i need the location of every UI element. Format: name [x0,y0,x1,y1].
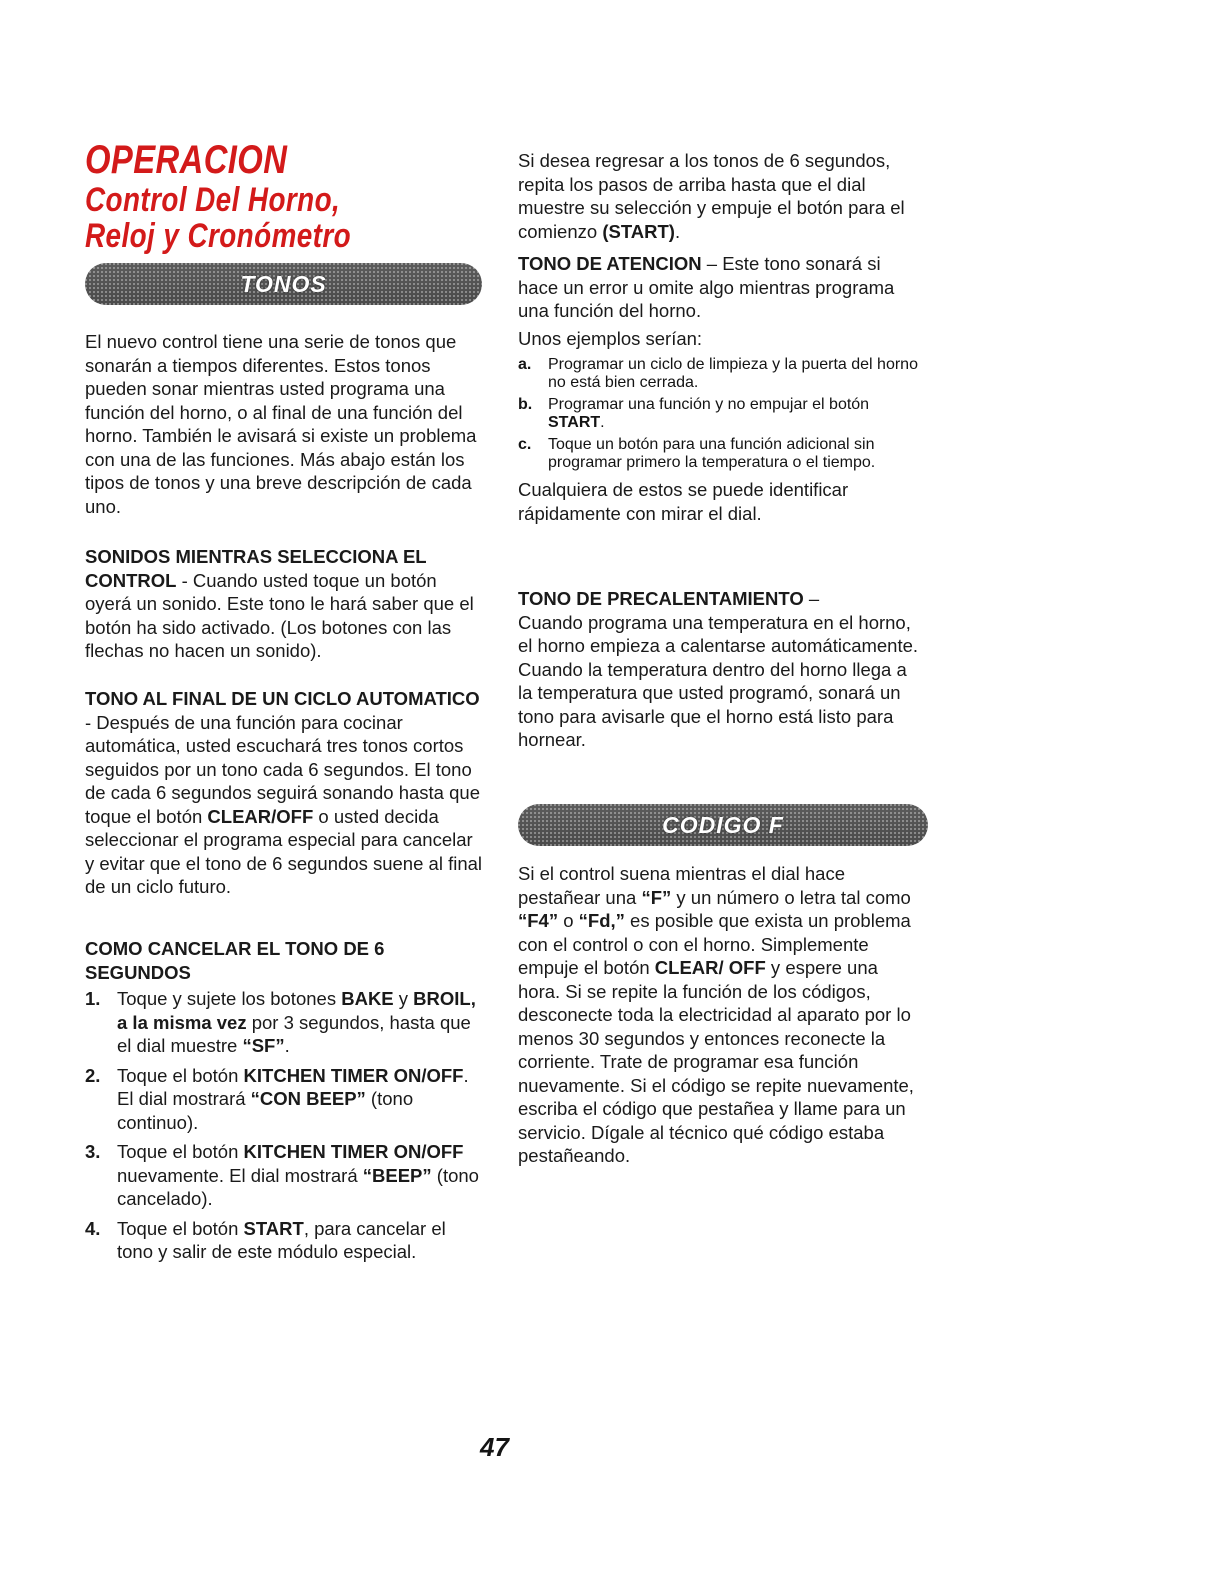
final-text-2: o usted decida seleccionar el programa especial para cancelar y evitar que el tono de 6 segundos suene al final de un ciclo futuro. [85,805,483,897]
step-number: 3. [85,1141,101,1162]
step-text: (tono continuo). [117,1088,414,1133]
example-item [518,436,923,472]
codigo-bold: “F” [641,886,672,908]
sonidos-title: SONIDOS MIENTRAS SELECCIONA EL CONTROL [85,546,427,591]
example-item [518,356,923,392]
sonidos-text: - Cuando usted toque un botón oyerá un sonido. Este tono le hará saber que el botón ha sido activado. (Los botones con las flechas no hacen un sonido). [85,569,474,661]
codigo-text: es posible que exista un problema con el control o con el horno. Simplemente empuje el botón [518,910,911,978]
codigo-text: o [558,910,579,931]
intro-block [85,330,483,518]
return-block [518,149,923,243]
codigo-banner-label: CODIGO F [662,811,784,838]
example-text: Programar una función y no empujar el botón [548,396,870,413]
codigo-bold: “Fd,” [578,910,625,931]
sonidos-paragraph [85,545,483,663]
step-bold: “BEEP” [362,1164,432,1186]
page-subtitle-line2: Reloj y Cronómetro [85,217,352,255]
step-number: 2. [85,1064,101,1086]
atencion-block [518,252,923,525]
sonidos-block [85,545,483,663]
step-bold: BAKE [341,988,394,1009]
step-bold: “CON BEEP” [250,1088,366,1109]
precal-title-line [518,587,923,611]
cancel-block [85,937,415,984]
example-text: Toque un botón para una función adicional sin programar primero la temperatura o el tiempo. [548,436,876,471]
final-clear-label: CLEAR/OFF [207,805,314,827]
precal-block [518,587,923,752]
step-text: y [393,988,414,1009]
atencion-paragraph [518,252,923,323]
step-bold: BROIL, a la misma vez [117,988,476,1033]
codigo-text: y un número o letra tal como [671,886,911,908]
step-text: Toque el botón [117,1217,244,1239]
codigo-bold: CLEAR/ OFF [654,957,766,978]
step-number: 1. [85,988,101,1009]
return-text: Si desea regresar a los tonos de 6 segundos, repita los pasos de arriba hasta que el dial muestre su selección y empuje el botón para el comienzo [518,150,905,242]
precal-title: TONO DE PRECALENTAMIENTO [518,588,804,609]
return-paragraph [518,149,923,243]
example-bold: START [548,414,601,431]
final-block [85,687,483,899]
step-item [85,1064,483,1135]
example-item [518,396,923,432]
step-text: . El dial mostrará [117,1064,469,1109]
page-subtitle-line1: Control Del Horno, [85,181,341,219]
codigo-banner [518,804,928,846]
cancel-title: COMO CANCELAR EL TONO DE 6 SEGUNDOS [85,938,385,983]
step-text: Toque y sujete los botones [117,988,342,1009]
step-text: . [284,1035,290,1056]
example-letter: c. [518,436,532,453]
codigo-bold: “F4” [518,910,559,931]
return-end: . [674,220,681,242]
final-text-1: - Después de una función para cocinar automática, usted escuchará tres tonos cortos seguidos por un tono cada 6 segundos. El tono de cada 6 segundos seguirá sonando hasta que toque el botón [85,711,480,827]
step-bold: KITCHEN TIMER ON/OFF [243,1064,464,1086]
tonos-banner [85,263,482,305]
step-number: 4. [85,1217,101,1239]
example-text: Programar un ciclo de limpieza y la puerta del horno no está bien cerrada. [548,356,918,391]
step-text: (tono cancelado). [117,1164,479,1209]
codigo-text: y espere una hora. Si se repite la función de los códigos, desconecte toda la electricidad al aparato por lo menos 30 segundos y entonces reconecte la corriente. Trate de programar esa función nuevamente. Si el código se repite nuevamente, escriba el código que pestañea y llame para un servicio. Dígale al técnico qué código estaba pestañeando. [518,957,914,1166]
intro-paragraph: El nuevo control tiene una serie de tonos que sonarán a tiempos diferentes. Estos tonos pueden sonar mientras usted programa una función del horno, o al final de una función del horno. También le avisará si existe un problema con una de las funciones. Más abajo están los tipos de tonos y una breve descripción de cada uno. [85,331,477,517]
step-bold: KITCHEN TIMER ON/OFF [243,1141,464,1162]
cualquiera-paragraph: Cualquiera de estos se puede identificar rápidamente con mirar el dial. [518,479,849,524]
cancel-steps [85,987,483,1264]
example-end: . [600,414,605,431]
step-text: Toque el botón [117,1064,244,1086]
page-number: 47 [480,1432,509,1462]
step-item [85,987,483,1058]
examples-list [518,356,923,472]
final-paragraph [85,687,483,899]
examples-intro: Unos ejemplos serían: [518,327,703,349]
precal-paragraph: Cuando programa una temperatura en el horno, el horno empieza a calentarse automáticamente. Cuando la temperatura dentro del horno llega a la temperatura que usted programó, sonará un tono para avisarle que el horno está listo para hornear. [518,611,919,750]
step-text: Toque el botón [117,1141,244,1162]
codigo-paragraph [518,862,923,1168]
return-start-label: (START) [602,220,675,242]
step-text: , para cancelar el tono y salir de este módulo especial. [117,1217,446,1262]
step-text: nuevamente. El dial mostrará [117,1164,363,1186]
codigo-block [518,862,923,1168]
step-text: por 3 segundos, hasta que el dial muestre [117,1011,471,1056]
step-bold: “SF” [242,1035,285,1056]
example-letter: a. [518,356,532,373]
page-title: OPERACION [85,138,288,182]
atencion-text: – Este tono sonará si hace un error u omite algo mientras programa una función del horno. [518,253,895,321]
tonos-banner-label: TONOS [240,270,327,297]
codigo-text: Si el control suena mientras el dial hace pestañear una [518,863,846,908]
step-bold: START [243,1217,304,1239]
precal-dash: – [803,588,820,609]
example-letter: b. [518,396,533,413]
final-title: TONO AL FINAL DE UN CICLO AUTOMATICO [85,688,480,709]
step-item [85,1140,483,1211]
section-heading [85,138,351,254]
atencion-title: TONO DE ATENCION [518,253,702,274]
step-item [85,1217,483,1264]
